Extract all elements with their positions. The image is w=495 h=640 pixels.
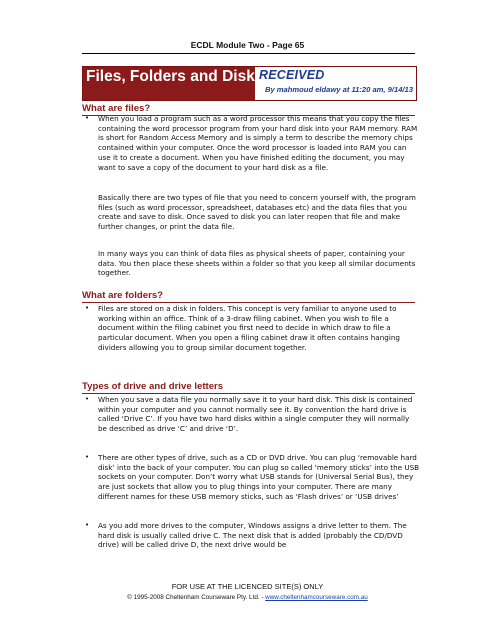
page-header: ECDL Module Two - Page 65 — [190, 40, 305, 50]
section-heading-files: What are files? — [82, 103, 415, 116]
bullet-dot: • — [85, 304, 90, 312]
copyright-text: © 1995-2008 Cheltenham Courseware Pty. Ltd. - — [127, 594, 266, 601]
chapter-title: Files, Folders and Disks — [86, 68, 264, 85]
paragraph: There are other types of drive, such as a CD or DVD drive. You can plug ‘removable hard disk’ into the back of your computer. You can plug so called ‘memory sticks’ into the USB sockets on your computer. Don’t worry what USB stands for (Universal Serial Bus), they are just sockets that allow you to plug things into your computer. There are many different names for these USB memory sticks, such as ‘Flash drives’ or ‘USB drives’ — [98, 453, 420, 501]
paragraph: When you load a program such as a word processor this means that you copy the files containing the word processor program from your hard disk into your RAM memory. RAM is short for Random Access Memory and is simply a term to describe the memory chips contained within your computer. Once the word processor is loaded into RAM you can use it to create a document. When you have finished editing the document, you may want to save a copy of the document to your hard disk as a file. — [98, 114, 418, 172]
bullet-dot: • — [85, 114, 90, 122]
received-stamp-by: By mahmoud eldawy at 11:20 am, 9/14/13 — [264, 85, 413, 94]
received-stamp-label: RECEIVED — [259, 68, 325, 82]
paragraph: Basically there are two types of file that you need to concern yourself with, the program files (such as word processor, spreadsheet, databases etc) and the data files that you create and save to disk. Once saved to disk you can later reopen that file and make further changes, or print the data file. — [98, 193, 416, 232]
chapter-banner — [82, 66, 417, 101]
section-heading-folders: What are folders? — [82, 290, 415, 303]
header-rule — [82, 53, 415, 54]
section-heading-drives: Types of drive and drive letters — [82, 381, 415, 394]
paragraph: When you save a data file you normally save it to your hard disk. This disk is contained within your computer and you cannot normally see it. By convention the hard drive is called ‘Drive C’. If you have two hard disks within a single computer they will normally be described as drive ‘C’ and drive ‘D’. — [98, 395, 413, 434]
chapter-title-box — [83, 67, 264, 100]
footer-copyright — [0, 594, 495, 601]
bullet-dot: • — [85, 521, 90, 529]
footer-licence: FOR USE AT THE LICENCED SITE(S) ONLY — [171, 582, 324, 591]
bullet-dot: • — [85, 395, 90, 403]
paragraph: As you add more drives to the computer, Windows assigns a drive letter to them. The hard disk is usually called drive C. The next disk that is added (probably the CD/DVD drive) will be called drive D, the next drive would be — [98, 521, 407, 550]
received-stamp — [257, 67, 416, 100]
website-link[interactable]: www.cheltenhamcourseware.com.au — [265, 594, 368, 601]
paragraph: Files are stored on a disk in folders. This concept is very familiar to anyone used to working within an office. Think of a 3-draw filing cabinet. When you wish to file a document within the filing cabinet you first need to decide in which draw to file a particular document. When you open a filing cabinet draw it often contains hanging dividers allowing you to group similar document together. — [98, 304, 400, 352]
bullet-dot: • — [85, 453, 90, 461]
paragraph: In many ways you can think of data files as physical sheets of paper, containing your data. You then place these sheets within a folder so that you keep all similar documents together. — [98, 249, 416, 278]
